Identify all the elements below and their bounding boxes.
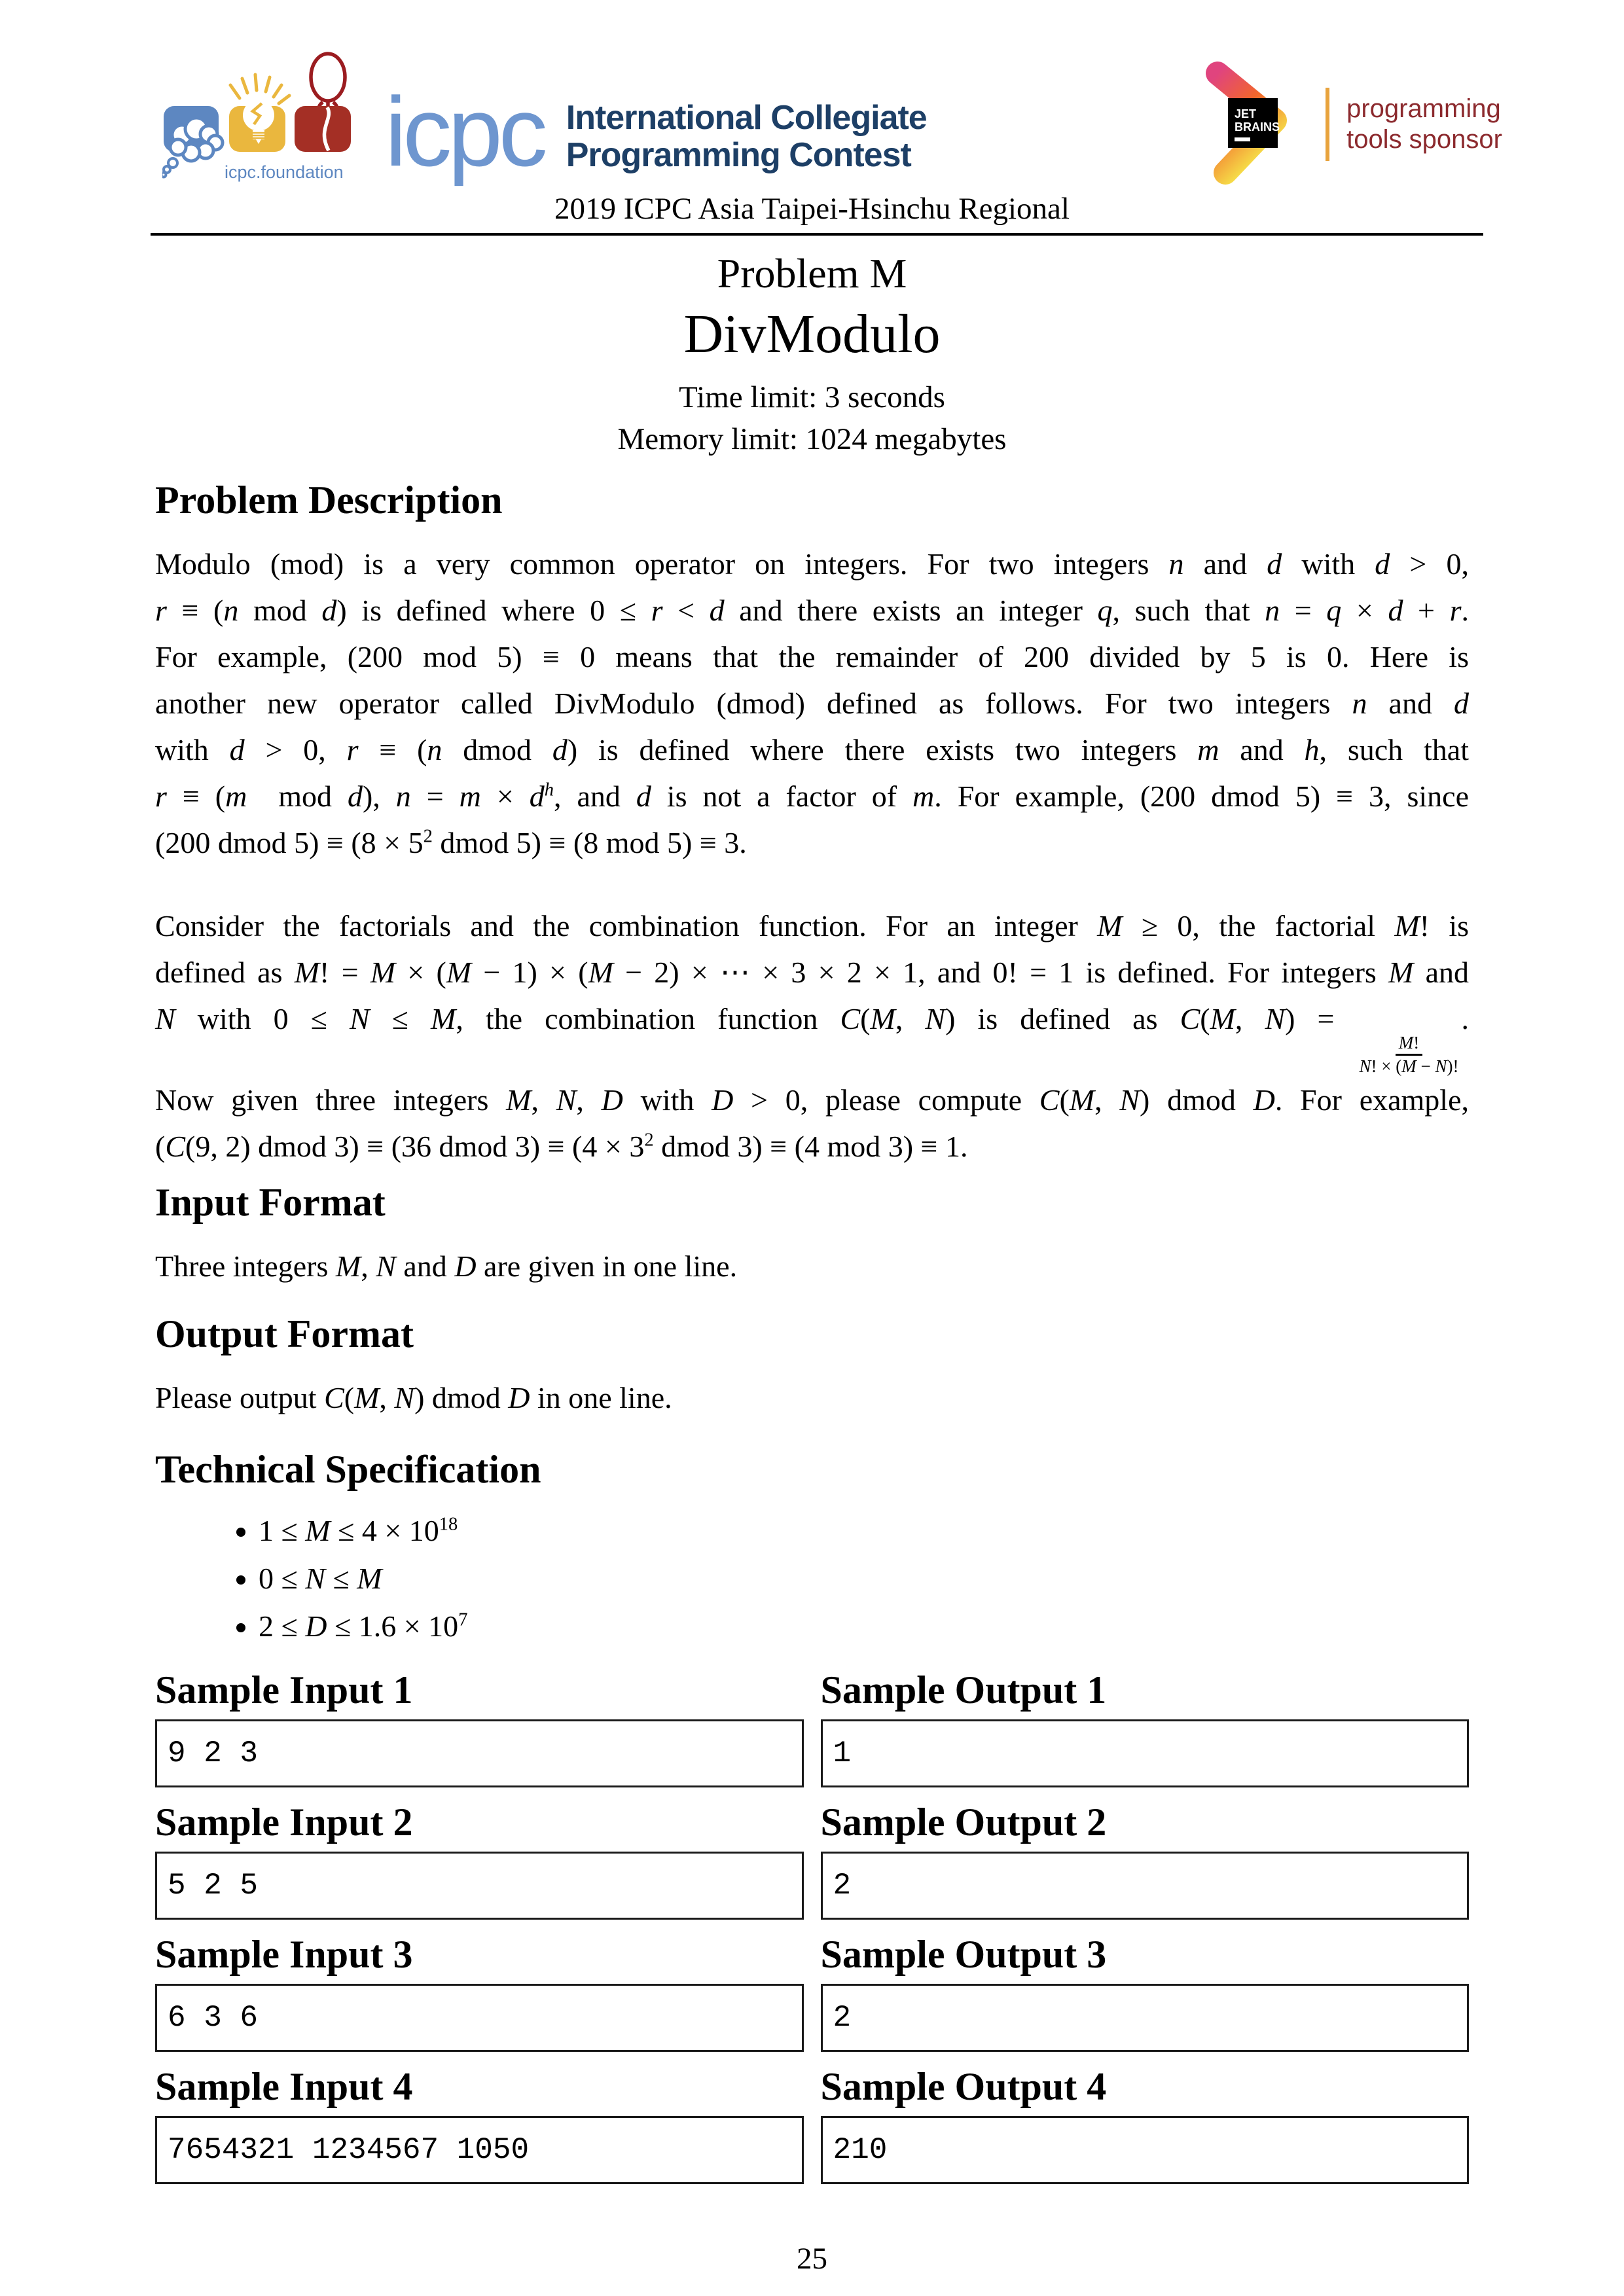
contest-title: 2019 ICPC Asia Taipei-Hsinchu Regional (554, 192, 1070, 226)
text-line: (200 dmod $5) \equiv (8 \times 5^2$ dmod 5) ≡ (8 mod 5) ≡ 3. (155, 826, 747, 859)
sample-row-3 (155, 1931, 1469, 2052)
thought-bubbles-icon (162, 158, 177, 177)
technical-spec-list (155, 1510, 1469, 1647)
sample-output-heading: Sample Output 3 (820, 1933, 1107, 1976)
sample-output-box (821, 1719, 1470, 1787)
sample-input-cell (155, 1931, 804, 2052)
spec-item: • $1 \le M \le 4 \times 10^{18}$ (259, 1510, 1469, 1552)
jetbrains-sponsor-logo (1198, 60, 1502, 188)
icpc-foundation-logo-icon (162, 51, 357, 182)
sample-input-heading: Sample Input 3 (155, 1933, 413, 1976)
sample-input-box (155, 1719, 804, 1787)
page-header (0, 0, 1624, 233)
sample-output-box (821, 1984, 1470, 2052)
sample-output-text: 1 (833, 1736, 852, 1770)
sample-input-box (155, 2116, 804, 2184)
text-line: For example, (200 mod 5) ≡ 0 means that the remainder of 200 divided by 5 is 0. Here is (155, 640, 1469, 673)
samples-section (155, 1667, 1469, 2184)
page-number: 25 (797, 2242, 827, 2276)
sample-output-heading: Sample Output 1 (820, 1668, 1107, 1712)
problem-name: DivModulo (683, 304, 941, 365)
sample-input-cell (155, 1799, 804, 1920)
sample-output-cell (821, 1931, 1470, 2052)
spec-item: • $2 \le D \le 1.6 \times 10^7$ (259, 1605, 1469, 1647)
light-rays-icon (230, 75, 289, 103)
sample-output-cell (821, 2064, 1470, 2184)
sample-input-text: 7654321 1234567 1050 (168, 2133, 530, 2167)
sample-output-text: 2 (833, 2001, 852, 2035)
icpc-foundation-label: icpc.foundation (225, 162, 344, 182)
text-line: Now given three integers M, N, D with D > 0, please compute C(M, N) dmod D. For example, (155, 1083, 1470, 1117)
sample-row-4 (155, 2064, 1469, 2184)
sponsor-label-line1: programming (1346, 94, 1501, 123)
jetbrains-mark-icon (1198, 60, 1306, 188)
text-line: r ≡ (m mod d), $n = m \times d^h$, and d is not a factor of m. For example, (200 dmod 5) ≡ 3, since (155, 780, 1470, 813)
sample-output-heading: Sample Output 2 (820, 1801, 1107, 1844)
sponsor-divider (1326, 88, 1329, 161)
description-paragraph-1 (155, 541, 1469, 866)
jetbrains-brand-line1: JET (1235, 107, 1257, 120)
text-line: N with 0 ≤ N ≤ M, the combination function C(M, N) is defined as C(M, N) = $\frac{M!}{N! \times (M - N)!}$ . (155, 1002, 1469, 1076)
output-format-body: Please output C(M, N) dmod D in one line. (155, 1381, 672, 1414)
header-rule (151, 233, 1483, 236)
input-format-body: Three integers M, N and D are given in one line. (155, 1249, 738, 1283)
problem-label: Problem M (717, 250, 907, 296)
sample-output-box (821, 2116, 1470, 2184)
description-paragraph-2 (155, 903, 1469, 1170)
text-line: Modulo (mod) is a very common operator on integers. For two integers n and d with d > 0, (155, 547, 1470, 581)
icpc-org-text (566, 99, 927, 174)
title-block (155, 250, 1469, 458)
text-line: Consider the factorials and the combination function. For an integer M ≥ 0, the factorial M! is (155, 909, 1470, 942)
sample-row-2 (155, 1799, 1469, 1920)
section-heading-input-format: Input Format (155, 1181, 386, 1224)
icpc-wordmark: icpc (385, 77, 544, 187)
sample-input-cell (155, 1667, 804, 1787)
jetbrains-brand-line2: BRAINS (1235, 120, 1280, 134)
sample-input-heading: Sample Input 1 (155, 1668, 413, 1712)
sponsor-label (1346, 94, 1502, 155)
section-heading-technical-specification: Technical Specification (155, 1448, 541, 1491)
sample-input-box (155, 1984, 804, 2052)
memory-limit: Memory limit: 1024 megabytes (617, 422, 1007, 456)
text-line: defined as M! = M × (M − 1) × (M − 2) × ⋯ × 3 × 2 × 1, and 0! = 1 is defined. For integers M and (155, 956, 1469, 989)
sample-input-cell (155, 2064, 804, 2184)
sample-input-text: 6 3 6 (168, 2001, 259, 2035)
text-line: with d > 0, r ≡ (n dmod d) is defined where there exists two integers m and h, such that (155, 733, 1469, 766)
time-limit: Time limit: 3 seconds (679, 380, 945, 414)
problem-body (0, 250, 1624, 2184)
icpc-org-line1: International Collegiate (566, 99, 927, 137)
sample-input-heading: Sample Input 4 (155, 2065, 413, 2108)
text-line: (C(9, 2) dmod 3) ≡ (36 dmod $3) \equiv (4 \times 3^2$ dmod 3) ≡ (4 mod 3) ≡ 1. (155, 1130, 968, 1163)
sample-input-box (155, 1852, 804, 1920)
sample-output-cell (821, 1799, 1470, 1920)
icpc-logo (162, 51, 927, 187)
sample-output-text: 210 (833, 2133, 888, 2167)
spec-item: • 0 ≤ N ≤ M (259, 1558, 1469, 1600)
sample-input-text: 9 2 3 (168, 1736, 259, 1770)
text-line: r ≡ (n mod d) is defined where 0 ≤ r < d and there exists an integer q, such that n = q × d + r. (155, 594, 1469, 627)
section-heading-problem-description: Problem Description (155, 478, 503, 522)
sponsor-label-line2: tools sponsor (1346, 124, 1502, 154)
text-line: another new operator called DivModulo (dmod) defined as follows. For two integers n and d (155, 687, 1469, 720)
balloon-icon (311, 54, 345, 111)
sample-output-cell (821, 1667, 1470, 1787)
sample-row-1 (155, 1667, 1469, 1787)
sample-input-text: 5 2 5 (168, 1869, 259, 1903)
sample-output-text: 2 (833, 1869, 852, 1903)
section-heading-output-format: Output Format (155, 1312, 414, 1355)
sample-input-heading: Sample Input 2 (155, 1801, 413, 1844)
sample-output-box (821, 1852, 1470, 1920)
icpc-org-line2: Programming Contest (566, 136, 911, 174)
sample-output-heading: Sample Output 4 (820, 2065, 1107, 2108)
red-square-icon (295, 106, 351, 152)
